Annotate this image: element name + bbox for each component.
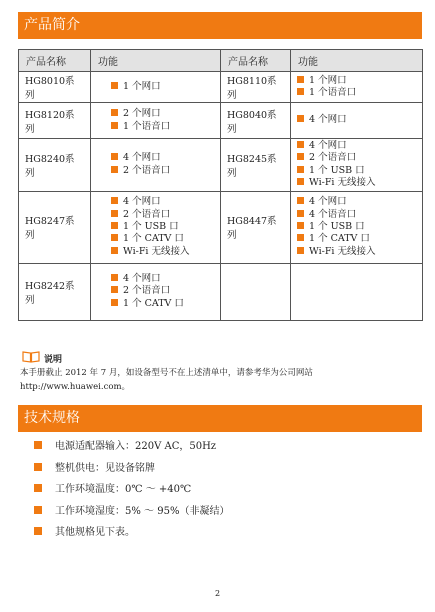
spec-text: 工作环境湿度：5% ～ 95%（非凝结） bbox=[55, 505, 230, 517]
table-row bbox=[19, 72, 423, 103]
bullet-square-icon bbox=[111, 122, 118, 129]
feature-text: 1 个语音口 bbox=[309, 87, 357, 98]
spec-item bbox=[34, 483, 229, 505]
feature-text: 1 个 CATV 口 bbox=[123, 233, 184, 245]
feature-list bbox=[297, 75, 416, 100]
spec-text: 整机供电：见设备铭牌 bbox=[55, 462, 155, 474]
feature-item bbox=[297, 233, 416, 245]
spec-item bbox=[34, 462, 229, 484]
feature-item bbox=[297, 196, 416, 208]
feature-item bbox=[111, 298, 214, 310]
bullet-square-icon bbox=[34, 441, 42, 449]
spec-item bbox=[34, 526, 229, 548]
feature-item bbox=[297, 114, 416, 126]
feature-text: Wi-Fi 无线接入 bbox=[309, 177, 376, 189]
product-model-cell: HG8040系列 bbox=[221, 103, 291, 139]
spec-text: 其他规格见下表。 bbox=[55, 527, 135, 538]
product-model-cell: HG8247系列 bbox=[19, 191, 91, 263]
feature-item bbox=[111, 196, 214, 208]
bullet-square-icon bbox=[297, 234, 304, 241]
feature-list bbox=[297, 140, 416, 190]
product-features-cell bbox=[291, 263, 423, 320]
product-model-cell: HG8242系列 bbox=[19, 263, 91, 320]
header-product-name: 产品名称 bbox=[221, 50, 291, 72]
feature-item bbox=[297, 87, 416, 99]
product-features-cell bbox=[91, 139, 221, 192]
feature-item bbox=[297, 246, 416, 258]
feature-text: 1 个 CATV 口 bbox=[123, 297, 184, 309]
feature-text: 1 个语音口 bbox=[123, 120, 171, 132]
product-features-cell bbox=[91, 263, 221, 320]
product-features-cell bbox=[291, 139, 423, 192]
feature-item bbox=[111, 221, 214, 233]
bullet-square-icon bbox=[297, 88, 304, 95]
bullet-square-icon bbox=[34, 527, 42, 535]
product-model-cell: HG8240系列 bbox=[19, 139, 91, 192]
feature-item bbox=[111, 165, 214, 177]
feature-item bbox=[111, 233, 214, 245]
spec-item bbox=[34, 505, 229, 527]
header-product-name: 产品名称 bbox=[19, 50, 91, 72]
feature-text: Wi-Fi 无线接入 bbox=[309, 245, 376, 257]
feature-item bbox=[297, 140, 416, 152]
bullet-square-icon bbox=[297, 141, 304, 148]
product-features-cell bbox=[291, 191, 423, 263]
bullet-square-icon bbox=[297, 178, 304, 185]
table-row bbox=[19, 139, 423, 192]
feature-list bbox=[97, 196, 214, 258]
feature-text: 2 个语音口 bbox=[123, 164, 171, 176]
bullet-square-icon bbox=[111, 82, 118, 89]
feature-text: 1 个网口 bbox=[309, 74, 347, 86]
bullet-square-icon bbox=[111, 274, 118, 281]
feature-text: 2 个网口 bbox=[123, 108, 161, 120]
feature-item bbox=[297, 75, 416, 87]
header-function: 功能 bbox=[291, 50, 423, 72]
note-link: http://www.huawei.com。 bbox=[20, 382, 131, 392]
feature-text: 2 个语音口 bbox=[123, 208, 171, 220]
bullet-square-icon bbox=[111, 109, 118, 116]
bullet-square-icon bbox=[297, 222, 304, 229]
bullet-square-icon bbox=[111, 286, 118, 293]
product-table bbox=[18, 49, 423, 321]
product-model-cell: HG8110系列 bbox=[221, 72, 291, 103]
bullet-square-icon bbox=[111, 153, 118, 160]
book-icon bbox=[22, 351, 40, 363]
note-text bbox=[20, 366, 420, 394]
bullet-square-icon bbox=[111, 222, 118, 229]
section-title-product-intro: 产品简介 bbox=[18, 12, 422, 39]
feature-list bbox=[97, 81, 214, 93]
bullet-square-icon bbox=[297, 115, 304, 122]
section-title-tech-specs: 技术规格 bbox=[18, 405, 422, 432]
bullet-square-icon bbox=[111, 247, 118, 254]
page-number: 2 bbox=[214, 589, 221, 598]
header-function: 功能 bbox=[91, 50, 221, 72]
feature-text: 1 个 USB 口 bbox=[309, 164, 365, 176]
bullet-square-icon bbox=[297, 197, 304, 204]
note-title: 说明 bbox=[44, 355, 63, 365]
feature-item bbox=[111, 273, 214, 285]
product-model-cell: HG8010系列 bbox=[19, 72, 91, 103]
feature-text: 1 个 CATV 口 bbox=[309, 233, 370, 245]
product-model-cell: HG8245系列 bbox=[221, 139, 291, 192]
product-model-cell: HG8447系列 bbox=[221, 191, 291, 263]
spec-text: 工作环境温度：0℃ ～ +40℃ bbox=[55, 484, 192, 495]
feature-item bbox=[297, 165, 416, 177]
product-features-cell bbox=[91, 191, 221, 263]
feature-item bbox=[111, 108, 214, 120]
bullet-square-icon bbox=[297, 210, 304, 217]
bullet-square-icon bbox=[34, 484, 42, 492]
bullet-square-icon bbox=[297, 247, 304, 254]
bullet-square-icon bbox=[111, 166, 118, 173]
note-line: 本手册截止 2012 年 7 月，如设备型号不在上述清单中，请参考华为公司网站 bbox=[20, 368, 313, 378]
feature-item bbox=[297, 221, 416, 233]
feature-item bbox=[111, 209, 214, 221]
feature-text: 4 个网口 bbox=[309, 140, 347, 151]
product-model-cell: HG8120系列 bbox=[19, 103, 91, 139]
bullet-square-icon bbox=[297, 166, 304, 173]
feature-text: 4 个网口 bbox=[123, 152, 161, 164]
feature-list bbox=[297, 114, 416, 126]
table-row bbox=[19, 263, 423, 320]
feature-list bbox=[297, 196, 416, 258]
feature-list bbox=[97, 108, 214, 133]
feature-text: 4 个网口 bbox=[123, 273, 161, 285]
product-features-cell bbox=[291, 103, 423, 139]
feature-item bbox=[297, 152, 416, 164]
spec-text: 电源适配器输入：220V AC，50Hz bbox=[55, 441, 217, 452]
feature-text: 1 个 USB 口 bbox=[309, 220, 365, 232]
spec-list bbox=[34, 440, 229, 548]
feature-item bbox=[297, 177, 416, 189]
feature-text: 1 个网口 bbox=[123, 80, 161, 92]
bullet-square-icon bbox=[297, 76, 304, 83]
product-model-cell bbox=[221, 263, 291, 320]
bullet-square-icon bbox=[111, 234, 118, 241]
feature-item bbox=[297, 209, 416, 221]
feature-item bbox=[111, 81, 214, 93]
table-row bbox=[19, 103, 423, 139]
feature-item bbox=[111, 121, 214, 133]
product-features-cell bbox=[91, 103, 221, 139]
table-row bbox=[19, 191, 423, 263]
bullet-square-icon bbox=[34, 506, 42, 514]
feature-text: 2 个语音口 bbox=[123, 285, 171, 297]
bullet-square-icon bbox=[111, 299, 118, 306]
product-features-cell bbox=[91, 72, 221, 103]
feature-item bbox=[111, 285, 214, 297]
feature-item bbox=[111, 152, 214, 164]
feature-list bbox=[97, 152, 214, 177]
feature-text: 4 个语音口 bbox=[309, 208, 357, 220]
product-features-cell bbox=[291, 72, 423, 103]
feature-text: 4 个网口 bbox=[123, 196, 161, 208]
feature-list bbox=[97, 273, 214, 310]
table-header-row bbox=[19, 50, 423, 72]
feature-text: Wi-Fi 无线接入 bbox=[123, 245, 190, 257]
spec-item bbox=[34, 440, 229, 462]
bullet-square-icon bbox=[111, 197, 118, 204]
bullet-square-icon bbox=[34, 463, 42, 471]
feature-text: 2 个语音口 bbox=[309, 152, 357, 164]
feature-text: 4 个网口 bbox=[309, 196, 347, 208]
feature-item bbox=[111, 246, 214, 258]
feature-text: 1 个 USB 口 bbox=[123, 220, 179, 232]
bullet-square-icon bbox=[111, 210, 118, 217]
bullet-square-icon bbox=[297, 153, 304, 160]
feature-text: 4 个网口 bbox=[309, 114, 347, 126]
